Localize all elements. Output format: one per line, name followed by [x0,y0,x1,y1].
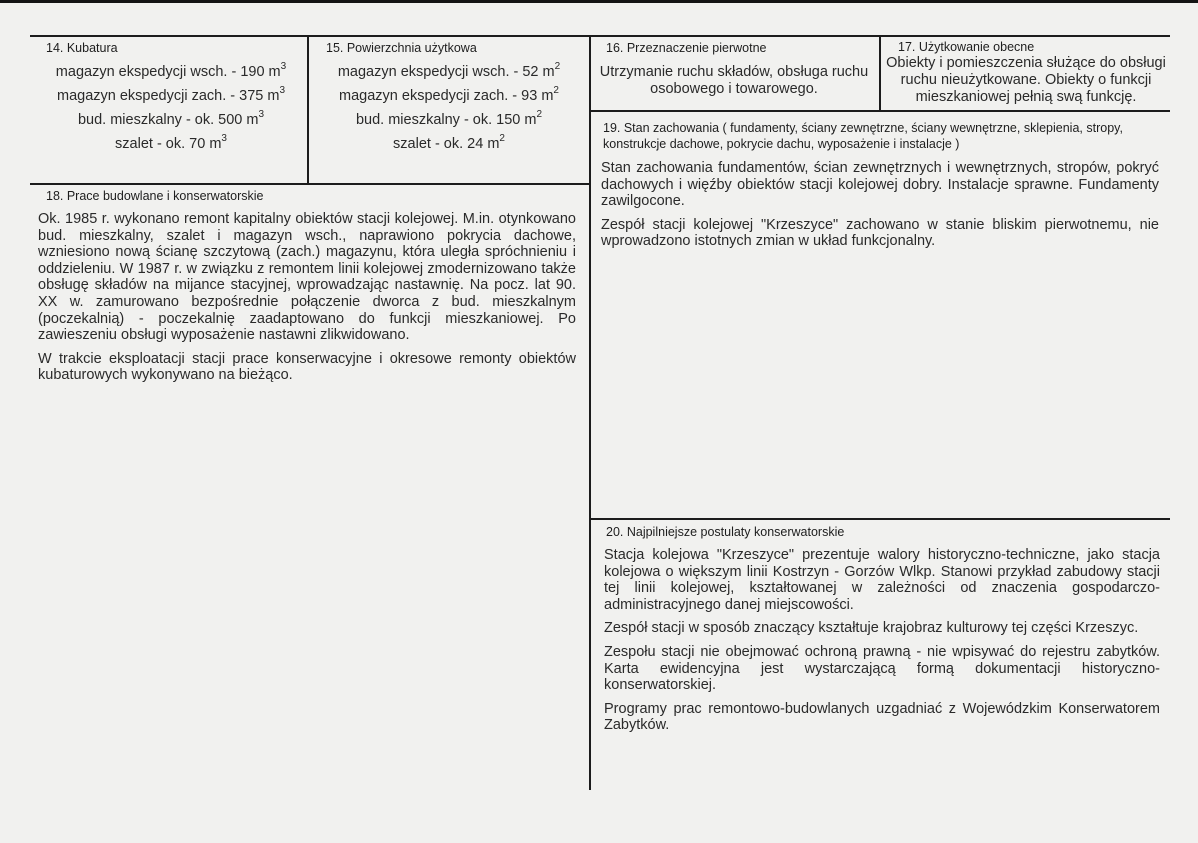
divider-center [589,35,591,790]
divider-under-14-15 [30,183,590,185]
section-20-paragraph: Zespół stacji w sposób znaczący kształtuje krajobraz kulturowy tej części Krzeszyc. [604,620,1139,637]
section-16-text: Utrzymanie ruchu składów, obsługa ruchu osobowego i towarowego. [599,64,869,97]
kubatura-line: magazyn ekspedycji zach. - 375 $m^3$ [57,85,285,104]
top-edge [0,0,1198,3]
section-18-label: 18. Prace budowlane i konserwatorskie [46,189,264,203]
section-15-values [309,60,589,156]
powierzchnia-line: szalet - ok. 24 $m^2$ [393,133,505,152]
divider-under-16-17 [589,110,1170,112]
section-20-paragraph: Programy prac remontowo-budowlanych uzgadniać z Wojewódzkim Konserwatorem Zabytków. [604,700,1160,734]
powierzchnia-line: magazyn ekspedycji zach. - 93 $m^2$ [339,85,559,104]
divider-top [30,35,1170,37]
section-20-paragraph: Zespołu stacji nie obejmować ochroną prawną - nie wpisywać do rejestru zabytków. Karta ewidencyjna jest wystarczającą formą dokumentacji historyczno-konserwatorskiej. [604,643,1160,694]
section-18-paragraph: Ok. 1985 r. wykonano remont kapitalny obiektów stacji kolejowej. M.in. otynkowano bud. mieszkalny, szalet i magazyn wsch., naprawiono pokrycia dachowe, wzniesiono nową ścianę szczytową (zach.) magazynu, która uległa spróchnieniu i oddzieleniu. W 1987 r. w związku z remontem linii kolejowej zmodernizowano także obsługę składów na mijance stacyjnej, wprowadzając nastawnię. Na pocz. lat 90. XX w. zamurowano bezpośrednie połączenie dworca z bud. mieszkalnym (poczekalnią) - poczekalnię zaadaptowano do funkcji mieszkaniowej. Po zawieszeniu obsługi wyposażenie nastawni zlikwidowano. [38,211,576,344]
kubatura-line: magazyn ekspedycji wsch. - 190 $m^3$ [55,61,287,80]
section-20-label: 20. Najpilniejsze postulaty konserwatorskie [606,525,845,539]
section-18-body [38,211,576,391]
section-19-paragraph: Zespół stacji kolejowej "Krzeszyce" zachowano w stanie bliskim pierwotnemu, nie wprowadzono istotnych zmian w układ funkcjonalny. [601,216,1159,250]
powierzchnia-line: bud. mieszkalny - ok. 150 $m^2$ [355,109,543,128]
section-19-body [601,160,1159,257]
section-20-body [604,547,1160,741]
section-17-label: 17. Użytkowanie obecne [898,40,1035,54]
kubatura-line: bud. mieszkalny - ok. 500 $m^3$ [77,109,265,128]
section-20-paragraph: Stacja kolejowa "Krzeszyce" prezentuje walory historyczno-techniczne, jako stacja kolejowa o większym linii Kostrzyn - Gorzów Wlkp. Stanowi przykład zabudowy stacji tej linii kolejowej, kształtowanej w zależności od znaczenia gospodarczo-administracyjnego danej miejscowości. [604,547,1160,613]
section-14-values [36,60,306,156]
divider-16-17 [879,35,881,111]
powierzchnia-line: magazyn ekspedycji wsch. - 52 $m^2$ [337,61,561,80]
section-15-label: 15. Powierzchnia użytkowa [326,41,477,55]
section-19-label: 19. Stan zachowania ( fundamenty, ściany zewnętrzne, ściany wewnętrzne, sklepienia, stropy, konstrukcje dachowe, pokrycie dachu, wyposażenie i instalacje ) [603,121,1123,151]
section-18-paragraph: W trakcie eksploatacji stacji prace konserwacyjne i okresowe remonty obiektów kubaturowych wykonywano na bieżąco. [38,350,576,384]
section-14-label: 14. Kubatura [46,41,118,55]
kubatura-line: szalet - ok. 70 $m^3$ [115,133,227,152]
section-16-label: 16. Przeznaczenie pierwotne [606,41,767,55]
divider-above-20 [589,518,1170,520]
section-17-text: Obiekty i pomieszczenia służące do obsługi ruchu nieużytkowane. Obiekty o funkcji mieszkaniowej pełnią swą funkcję. [886,55,1166,105]
section-19-paragraph: Stan zachowania fundamentów, ścian zewnętrznych i wewnętrznych, stropów, pokryć dachowych i więźby obiektów stacji kolejowej dobry. Instalacje sprawne. Fundamenty zawilgocone. [601,160,1159,210]
